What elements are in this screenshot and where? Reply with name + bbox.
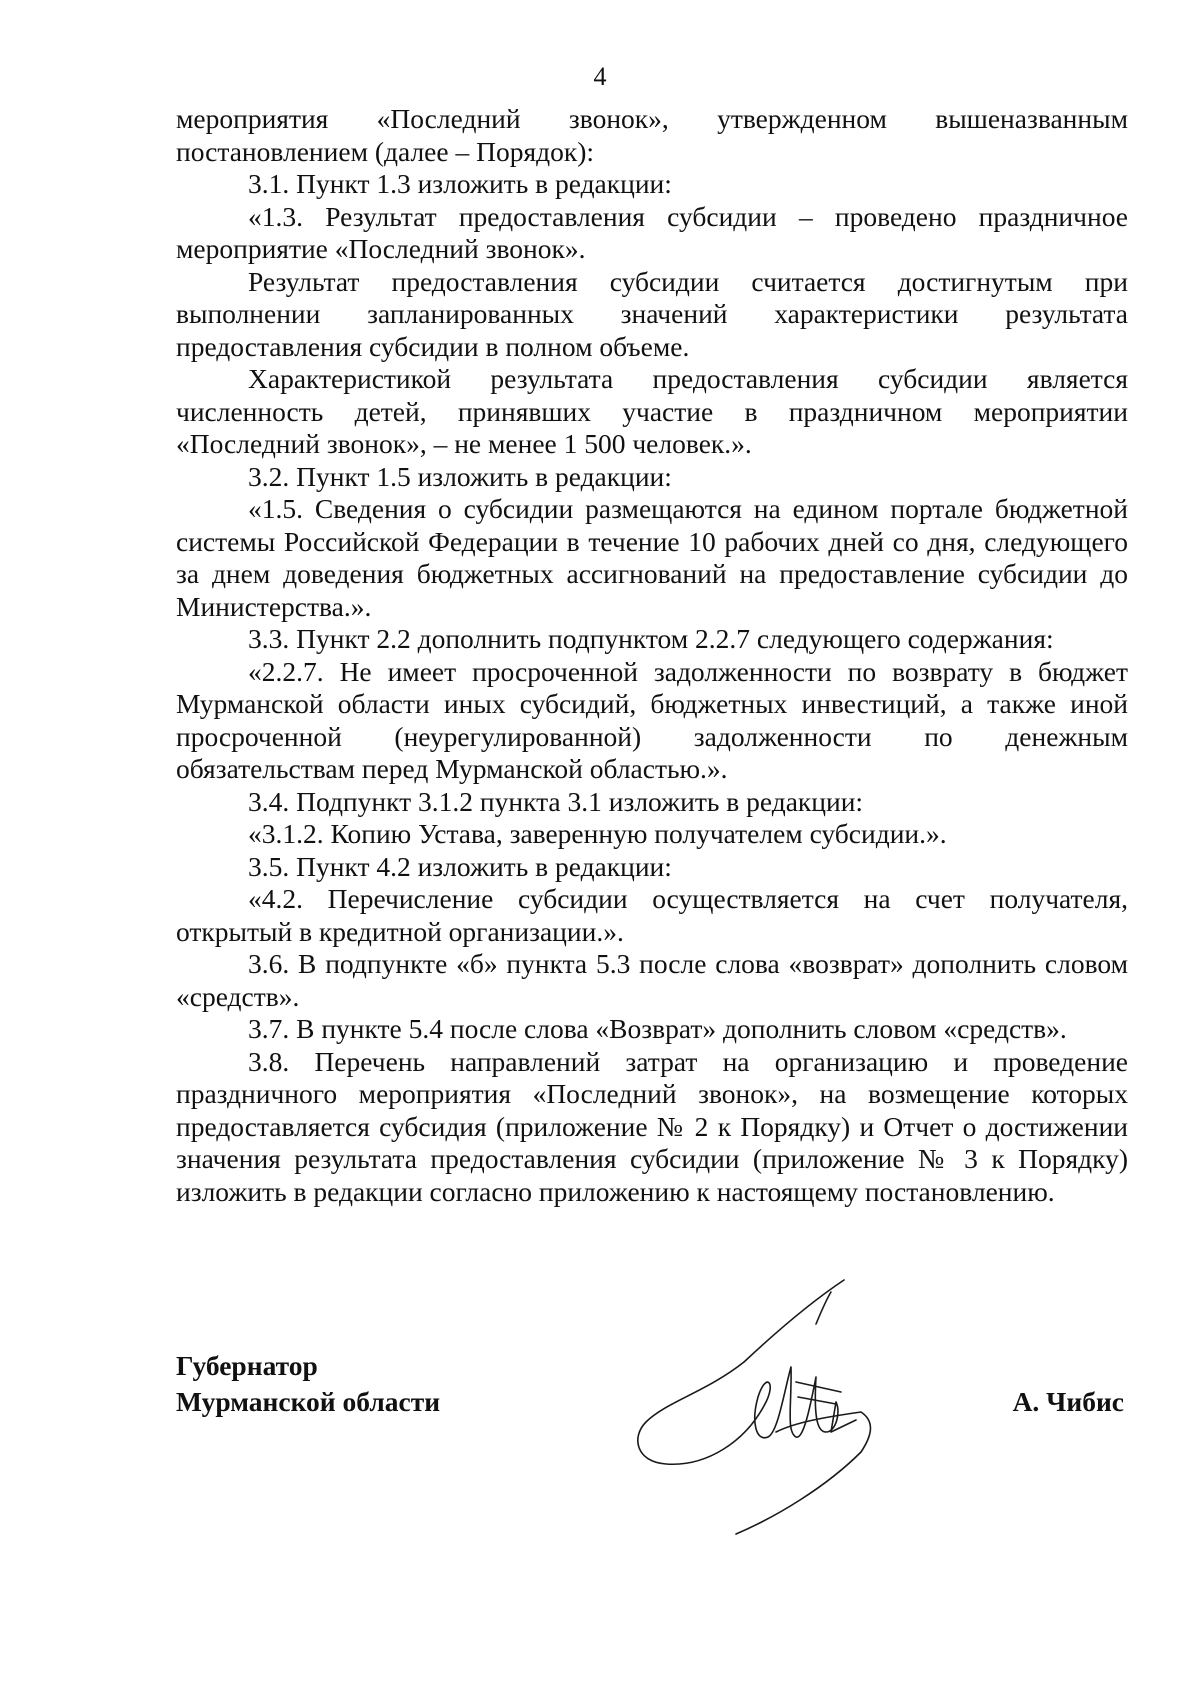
paragraph: 3.4. Подпункт 3.1.2 пункта 3.1 изложить в редакции:	[248, 785, 864, 817]
signatory-position	[176, 1348, 440, 1420]
paragraph: «3.1.2. Копию Устава, заверенную получателем субсидии.».	[248, 818, 947, 849]
position-line: Губернатор	[176, 1350, 318, 1381]
paragraph: «1.5. Сведения о субсидии размещаются на едином портале бюджетной системы Российской Федерации в течение 10 рабочих дней со дня, следующего за днем доведения бюджетных ассигнований на предоставление субсидии до Министерства.».	[176, 493, 1128, 622]
paragraph: «1.3. Результат предоставления субсидии – проведено праздничное мероприятие «Последний звонок».	[176, 200, 1128, 264]
paragraph: 3.6. В подпункте «б» пункта 5.3 после слова «возврат» дополнить словом «средств».	[176, 948, 1128, 1012]
paragraph: Результат предоставления субсидии считается достигнутым при выполнении запланированных значений характеристики результата предоставления субсидии в полном объеме.	[176, 265, 1128, 362]
handwritten-signature	[626, 1272, 926, 1542]
page-number: 4	[593, 62, 607, 91]
paragraph: «4.2. Перечисление субсидии осуществляется на счет получателя, открытый в кредитной организации.».	[176, 883, 1128, 947]
position-line: Мурманской области	[176, 1386, 441, 1417]
paragraph: мероприятия «Последний звонок», утвержденном вышеназванным постановлением (далее – Порядок):	[176, 103, 1128, 167]
signatory-name: А. Чибис	[1012, 1386, 1124, 1417]
paragraph: 3.3. Пункт 2.2 дополнить подпунктом 2.2.7 следующего содержания:	[248, 623, 1054, 654]
paragraph: «2.2.7. Не имеет просроченной задолженности по возврату в бюджет Мурманской области иных субсидий, бюджетных инвестиций, а также иной просроченной (неурегулированной) задолженности по денежным обязательствам перед Мурманской областью.».	[176, 655, 1128, 784]
paragraph: 3.1. Пункт 1.3 изложить в редакции:	[248, 168, 672, 199]
paragraph: Характеристикой результата предоставления субсидии является численность детей, принявших участие в праздничном мероприятии «Последний звонок», – не менее 1 500 человек.».	[176, 363, 1128, 459]
paragraph: 3.7. В пункте 5.4 после слова «Возврат» дополнить словом «средств».	[248, 1013, 1067, 1044]
paragraph: 3.2. Пункт 1.5 изложить в редакции:	[248, 460, 672, 492]
document-body	[176, 103, 1128, 1208]
signature-block	[176, 1348, 1128, 1648]
paragraph: 3.5. Пункт 4.2 изложить в редакции:	[248, 850, 672, 882]
paragraph: 3.8. Перечень направлений затрат на организацию и проведение праздничного мероприятия «Последний звонок», на возмещение которых предоставляется субсидия (приложение № 2 к Порядку) и Отчет о достижении значения результата предоставления субсидии (приложение № 3 к Порядку) изложить в редакции согласно приложению к настоящему постановлению.	[176, 1045, 1128, 1207]
